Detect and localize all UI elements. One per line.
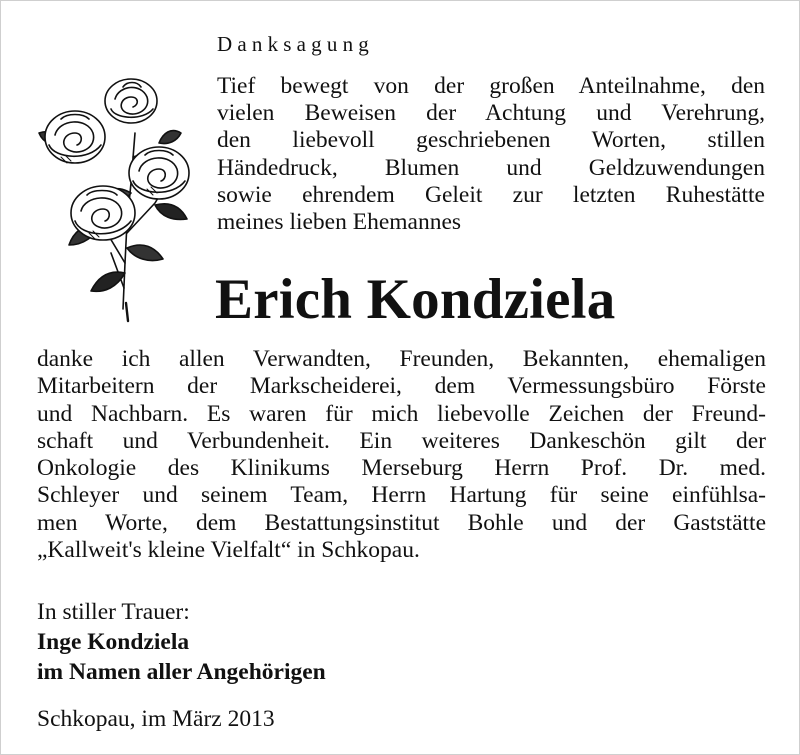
body-line: Schleyer und seinem Team, Herrn Hartung für seine einfühlsa- [37, 482, 766, 509]
body-line: und Nachbarn. Es waren für mich liebevolle Zeichen der Freund- [37, 400, 766, 427]
signature-block [37, 597, 537, 687]
place-date: Schkopau, im März 2013 [37, 706, 275, 732]
signature-intro: In stiller Trauer: [37, 599, 190, 625]
signature-name: Inge Kondziela [37, 629, 190, 655]
intro-line: meines lieben Ehemannes [217, 208, 462, 235]
deceased-name: Erich Kondziela [215, 268, 616, 331]
body-line: Mitarbeitern der Markscheiderei, dem Vermessungsbüro Förste [37, 373, 766, 400]
signature-on-behalf: im Namen aller Angehörigen [37, 659, 326, 685]
intro-line: sowie ehrendem Geleit zur letzten Ruhestätte [217, 181, 765, 208]
body-line: schaft und Verbundenheit. Ein weiteres Dankeschön gilt der [37, 427, 766, 454]
roses-illustration-icon [31, 73, 201, 323]
intro-line: vielen Beweisen der Achtung und Verehrung, [217, 100, 765, 127]
intro-line: Händedruck, Blumen und Geldzuwendungen [217, 154, 765, 181]
body-line: danke ich allen Verwandten, Freunden, Bekannten, ehemaligen [37, 346, 766, 372]
body-line: men Worte, dem Bestattungsinstitut Bohle und der Gaststätte [37, 509, 766, 536]
notice-heading: Danksagung [217, 32, 374, 56]
intro-paragraph [217, 73, 765, 236]
body-line: „Kallweit's kleine Vielfalt“ in Schkopau. [37, 537, 420, 564]
thanks-paragraph [37, 346, 766, 564]
body-line: Onkologie des Klinikums Merseburg Herrn Prof. Dr. med. [37, 455, 766, 482]
intro-line: Tief bewegt von der großen Anteilnahme, den [217, 73, 765, 99]
intro-line: den liebevoll geschriebenen Worten, stillen [217, 127, 765, 154]
